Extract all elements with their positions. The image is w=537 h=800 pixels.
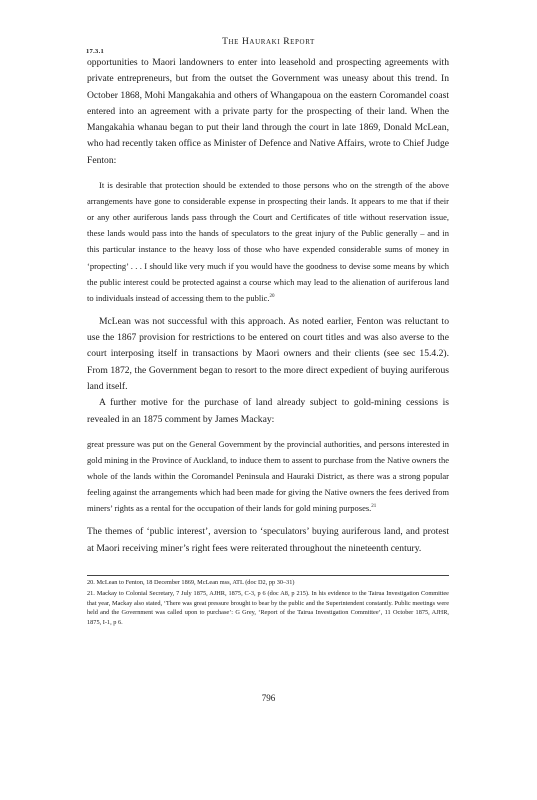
footnote-text: Mackay to Colonial Secretary, 7 July 1875, AJHR, 1875, C-3, p 6 (doc A8, p 215). In his evidence to the Tairua Investigation Committee that year, Mackay also stated, ‘There was great pressure brought to bear by the public and the Superintendent constantly. Public meetings were held and the Government was called upon to purchase’: G Grey, ‘Report of the Tairua Investigation Committee’, 11 October 1875, AJHR, 1875, I-1, p 6. [87,589,449,627]
quote-2-text: great pressure was put on the General Government by the provincial authorities, and persons interested in gold mining in the Province of Auckland, to induce them to assent to purchase from the Native owners the whole of the lands within the Coromandel Peninsula and Hauraki District, as there was a strong popular feeling against the arrangements which had been made for giving the Native owners the fees derived from miners’ rights as a rental for the occupation of their lands for gold mining purposes. [87,438,449,514]
paragraph-2: McLean was not successful with this approach. As noted earlier, Fenton was reluctant to use the 1867 provision for restrictions to be entered on court titles and was also averse to the court interposing itself in transactions by Maori owners and their clients (see sec 15.4.2). From 1872, the Government began to resort to the more direct expedient of buying auriferous land itself. [87,315,449,393]
paragraph-1: opportunities to Maori landowners to enter into leasehold and prospecting agreements with private entrepreneurs, but from the outset the Government was uneasy about this trend. In October 1868, Mohi Mangakahia and others of Whangapoua on the eastern Coromandel coast entered into an agreement with a private party for the prospecting of their land. When the Mangakahia whanau began to put their land through the court in late 1869, Donald McLean, who had recently taken office as Minister of Defence and Native Affairs, wrote to Chief Judge Fenton: [87,57,449,166]
footnotes [87,578,449,629]
footnote-20 [87,578,449,588]
block-quote-mackay [87,436,449,516]
footnote-text: McLean to Fenton, 18 December 1869, McLean mss, ATL (doc D2, pp 30–31) [96,579,295,586]
page-number: 796 [261,693,276,703]
section-number: 17.3.1 [86,48,105,55]
running-head: The Hauraki Report [222,37,315,47]
paragraph-4: The themes of ‘public interest’, aversion to ‘speculators’ buying auriferous land, and protest at Maori receiving miner’s right fees were reiterated throughout the nineteenth century. [87,526,449,554]
block-quote-mclean [87,177,449,306]
body-text [87,55,449,557]
footnote-number: 21. [87,589,95,597]
footnote-ref-21[interactable]: 21 [371,504,377,510]
quote-1-text: It is desirable that protection should be extended to those persons who on the strength of the above arrangements have gone to considerable expense in prospecting their lands. It appears to me that if their or any other auriferous lands pass through the Court and Certificates of title without reservation issue, these lands would pass into the hands of speculators to the great injury of the Public generally – and in this particular instance to the heavy loss of those who have expended considerable sums of money in ‘propecting’ . . . I should like very much if you would have the goodness to devise some means by which the public interest could be protected against a course which may lead to the alienation of auriferous land to individuals instead of accessing them to the public. [87,180,449,303]
footnote-21 [87,589,449,628]
paragraph-3: A further motive for the purchase of land already subject to gold-mining cessions is revealed in an 1875 comment by James Mackay: [87,397,449,425]
footnote-ref-20[interactable]: 20 [269,293,275,299]
footnote-divider [87,575,449,576]
footnote-number: 20. [87,579,95,586]
